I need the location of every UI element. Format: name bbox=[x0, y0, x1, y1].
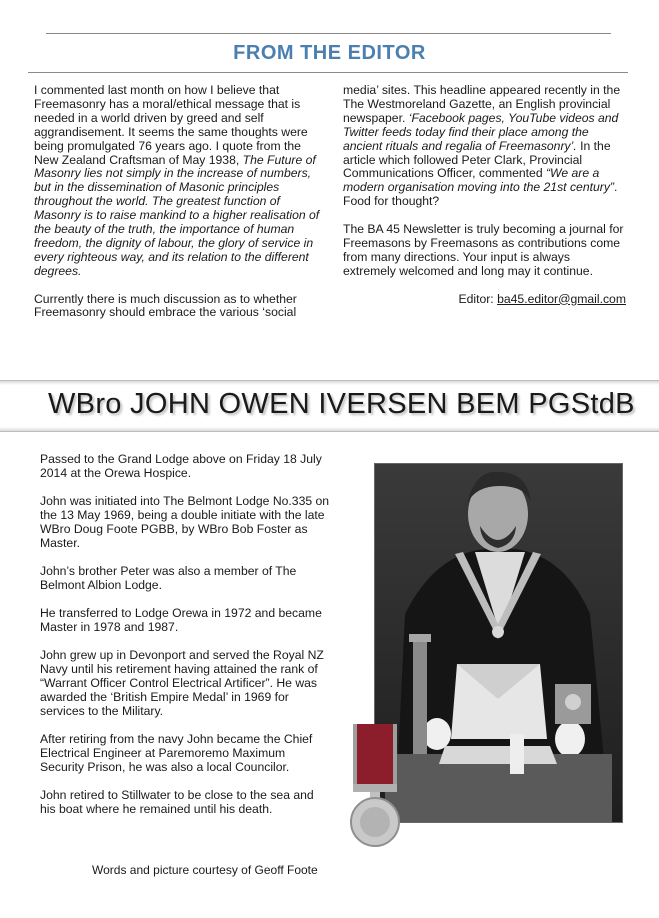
medal-illustration bbox=[347, 722, 403, 850]
editor-text: In the article which followed Peter Clark, Provincial Communications Officer, commented bbox=[343, 138, 611, 181]
obituary-paragraph: Passed to the Grand Lodge above on Friday 18 July 2014 at the Orewa Hospice. bbox=[40, 452, 322, 480]
editor-quote: The Future of Masonry lies not simply in the increase of numbers, but in the dissemination of Masonic principles throughout the world. The greatest function of Masonry is to raise mankind to a higher realisation of the beauty of the truth, the importance of human freedom, the dignity of labour, the glory of service in every righteous way, and its relation to the different degrees. bbox=[34, 152, 320, 278]
editor-text: media’ sites. This headline appeared recently in the The Westmoreland Gazette, an English provincial newspaper. bbox=[343, 83, 621, 125]
obituary-paragraph: He transferred to Lodge Orewa in 1972 and became Master in 1978 and 1987. bbox=[40, 606, 322, 634]
editor-signature bbox=[343, 293, 626, 307]
portrait-illustration bbox=[375, 464, 622, 822]
editor-paragraph-2: Currently there is much discussion as to whether Freemasonry should embrace the various ‘social bbox=[34, 291, 297, 320]
editor-column-right bbox=[343, 84, 626, 307]
editor-email-link[interactable]: ba45.editor@gmail.com bbox=[497, 291, 626, 306]
editor-quote: ‘Facebook pages, YouTube videos and Twitter feeds today find their place among the ancient rituals and regalia of Freemasonry’. bbox=[343, 110, 619, 153]
editor-paragraph-1 bbox=[34, 84, 324, 279]
portrait-photo bbox=[374, 463, 623, 823]
obituary-paragraph: John’s brother Peter was also a member of The Belmont Albion Lodge. bbox=[40, 564, 297, 592]
heading-divider bbox=[28, 72, 628, 73]
editor-text: . Food for thought? bbox=[343, 180, 618, 209]
obituary-title: WBro JOHN OWEN IVERSEN BEM PGStdB bbox=[48, 388, 635, 420]
obituary-paragraph: John was initiated into The Belmont Lodge No.335 on the 13 May 1969, being a double initiate with the late WBro Doug Foote PGBB, by WBro Bob Foster as Master. bbox=[40, 494, 330, 550]
obituary-paragraph: John retired to Stillwater to be close to the sea and his boat where he remained until his death. bbox=[40, 788, 314, 816]
editor-paragraph-4: The BA 45 Newsletter is truly becoming a journal for Freemasons by Freemasons as contributions come from many directions. Your input is always extremely welcomed and long may it continue. bbox=[343, 222, 624, 278]
editor-paragraph-3 bbox=[343, 84, 626, 209]
editor-quote: “We are a modern organisation moving into the 21st century” bbox=[343, 166, 614, 195]
british-empire-medal-icon bbox=[347, 722, 403, 850]
editor-heading: FROM THE EDITOR bbox=[233, 42, 426, 64]
obituary-paragraph: John grew up in Devonport and served the Royal NZ Navy until his retirement having attained the rank of “Warrant Officer Control Electrical Artificer”. He was awarded the ‘British Empire Medal’ in 1969 for services to the Military. bbox=[40, 648, 324, 718]
editor-text: I commented last month on how I believe that Freemasonry has a moral/ethical message that is needed in a world driven by greed and self aggrandisement. It seems the same thoughts were being promulgated 76 years ago. I quote from the New Zealand Craftsman of May 1938, bbox=[34, 83, 308, 167]
photo-credit: Words and picture courtesy of Geoff Foote bbox=[92, 863, 318, 877]
editor-column-left bbox=[34, 84, 324, 334]
obituary-text bbox=[40, 452, 332, 830]
top-divider bbox=[46, 33, 611, 34]
obituary-paragraph: After retiring from the navy John became the Chief Electrical Engineer at Paremoremo Maximum Security Prison, he was also a local Councilor. bbox=[40, 732, 313, 774]
signature-label: Editor: bbox=[458, 291, 498, 306]
